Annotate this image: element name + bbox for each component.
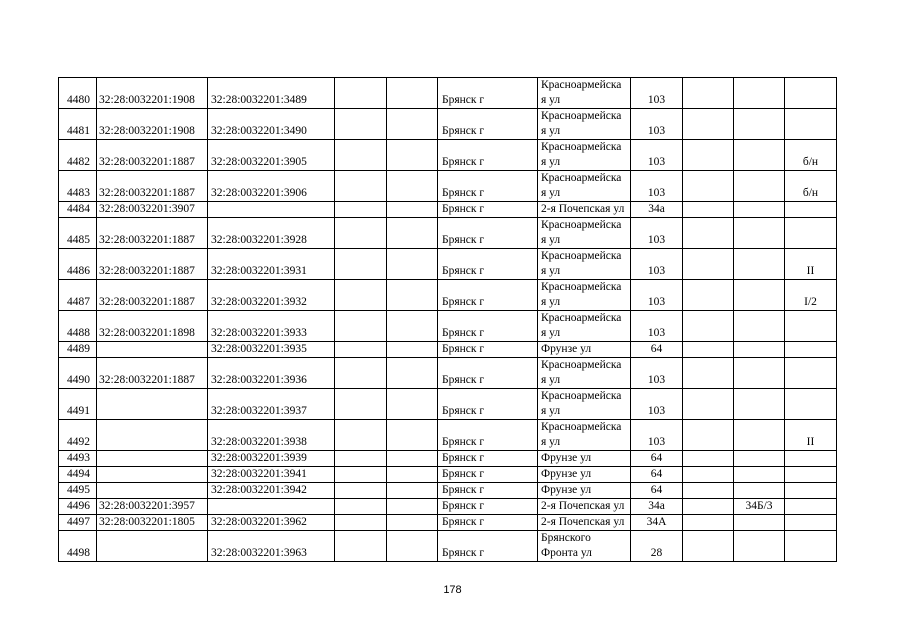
cadastral-number-cell xyxy=(97,389,208,420)
column-9-cell xyxy=(683,109,734,140)
table-row xyxy=(59,358,837,389)
row-number-cell: 4489 xyxy=(59,342,97,358)
column-4-cell xyxy=(335,311,387,342)
column-10-cell xyxy=(734,420,785,451)
row-number-cell: 4495 xyxy=(59,483,97,499)
street-cell: Красноармейска я ул xyxy=(538,249,631,280)
row-number-cell: 4491 xyxy=(59,389,97,420)
column-5-cell xyxy=(387,342,438,358)
city-cell: Брянск г xyxy=(438,202,538,218)
column-4-cell xyxy=(335,249,387,280)
column-4-cell xyxy=(335,171,387,202)
city-cell: Брянск г xyxy=(438,358,538,389)
cadastral-number-cell xyxy=(97,420,208,451)
column-5-cell xyxy=(387,140,438,171)
house-number-cell: 103 xyxy=(631,389,683,420)
column-10-cell xyxy=(734,218,785,249)
linked-cadastral-number-cell: 32:28:0032201:3931 xyxy=(208,249,335,280)
house-number-cell: 103 xyxy=(631,358,683,389)
table-row xyxy=(59,78,837,109)
linked-cadastral-number-cell: 32:28:0032201:3935 xyxy=(208,342,335,358)
column-4-cell xyxy=(335,467,387,483)
row-number-cell: 4487 xyxy=(59,280,97,311)
linked-cadastral-number-cell: 32:28:0032201:3941 xyxy=(208,467,335,483)
row-number-cell: 4492 xyxy=(59,420,97,451)
city-cell: Брянск г xyxy=(438,171,538,202)
row-number-cell: 4488 xyxy=(59,311,97,342)
column-11-cell xyxy=(785,78,837,109)
column-11-cell xyxy=(785,311,837,342)
column-5-cell xyxy=(387,531,438,562)
street-cell: Красноармейска я ул xyxy=(538,140,631,171)
column-10-cell xyxy=(734,358,785,389)
city-cell: Брянск г xyxy=(438,531,538,562)
row-number-cell: 4498 xyxy=(59,531,97,562)
table-row xyxy=(59,451,837,467)
linked-cadastral-number-cell: 32:28:0032201:3939 xyxy=(208,451,335,467)
city-cell: Брянск г xyxy=(438,280,538,311)
column-10-cell xyxy=(734,78,785,109)
column-10-cell xyxy=(734,109,785,140)
street-cell: Красноармейска я ул xyxy=(538,358,631,389)
register-table xyxy=(58,77,837,562)
column-11-cell xyxy=(785,499,837,515)
street-cell: Красноармейска я ул xyxy=(538,218,631,249)
table-row xyxy=(59,342,837,358)
column-9-cell xyxy=(683,483,734,499)
column-5-cell xyxy=(387,280,438,311)
table-row xyxy=(59,389,837,420)
cadastral-number-cell: 32:28:0032201:3907 xyxy=(97,202,208,218)
column-5-cell xyxy=(387,171,438,202)
cadastral-number-cell: 32:28:0032201:1887 xyxy=(97,218,208,249)
street-cell: Брянского Фронта ул xyxy=(538,531,631,562)
street-cell: Фрунзе ул xyxy=(538,451,631,467)
column-10-cell xyxy=(734,280,785,311)
house-number-cell: 103 xyxy=(631,420,683,451)
city-cell: Брянск г xyxy=(438,78,538,109)
column-5-cell xyxy=(387,499,438,515)
house-number-cell: 28 xyxy=(631,531,683,562)
column-9-cell xyxy=(683,420,734,451)
column-11-cell: II xyxy=(785,249,837,280)
table-row xyxy=(59,483,837,499)
column-11-cell xyxy=(785,342,837,358)
house-number-cell: 64 xyxy=(631,342,683,358)
column-9-cell xyxy=(683,171,734,202)
column-9-cell xyxy=(683,202,734,218)
city-cell: Брянск г xyxy=(438,218,538,249)
column-4-cell xyxy=(335,342,387,358)
column-9-cell xyxy=(683,78,734,109)
column-10-cell xyxy=(734,483,785,499)
column-5-cell xyxy=(387,467,438,483)
register-table-body xyxy=(59,78,837,562)
street-cell: Красноармейска я ул xyxy=(538,109,631,140)
column-9-cell xyxy=(683,249,734,280)
row-number-cell: 4482 xyxy=(59,140,97,171)
row-number-cell: 4480 xyxy=(59,78,97,109)
column-10-cell xyxy=(734,342,785,358)
house-number-cell: 34а xyxy=(631,499,683,515)
table-row xyxy=(59,202,837,218)
column-9-cell xyxy=(683,218,734,249)
row-number-cell: 4483 xyxy=(59,171,97,202)
column-11-cell xyxy=(785,515,837,531)
column-5-cell xyxy=(387,358,438,389)
column-5-cell xyxy=(387,483,438,499)
column-5-cell xyxy=(387,202,438,218)
city-cell: Брянск г xyxy=(438,420,538,451)
city-cell: Брянск г xyxy=(438,249,538,280)
column-4-cell xyxy=(335,280,387,311)
column-11-cell: б/н xyxy=(785,171,837,202)
column-9-cell xyxy=(683,531,734,562)
column-10-cell xyxy=(734,140,785,171)
cadastral-number-cell: 32:28:0032201:1887 xyxy=(97,140,208,171)
street-cell: Красноармейска я ул xyxy=(538,420,631,451)
city-cell: Брянск г xyxy=(438,483,538,499)
cadastral-number-cell: 32:28:0032201:1887 xyxy=(97,358,208,389)
house-number-cell: 103 xyxy=(631,280,683,311)
row-number-cell: 4497 xyxy=(59,515,97,531)
column-4-cell xyxy=(335,140,387,171)
column-9-cell xyxy=(683,467,734,483)
linked-cadastral-number-cell: 32:28:0032201:3489 xyxy=(208,78,335,109)
column-9-cell xyxy=(683,499,734,515)
street-cell: Фрунзе ул xyxy=(538,342,631,358)
column-4-cell xyxy=(335,451,387,467)
street-cell: 2-я Почепская ул xyxy=(538,499,631,515)
cadastral-number-cell: 32:28:0032201:1908 xyxy=(97,109,208,140)
column-10-cell xyxy=(734,249,785,280)
table-row xyxy=(59,109,837,140)
column-5-cell xyxy=(387,420,438,451)
column-11-cell xyxy=(785,531,837,562)
cadastral-number-cell: 32:28:0032201:3957 xyxy=(97,499,208,515)
column-11-cell: б/н xyxy=(785,140,837,171)
street-cell: 2-я Почепская ул xyxy=(538,202,631,218)
column-10-cell xyxy=(734,515,785,531)
column-10-cell xyxy=(734,451,785,467)
column-4-cell xyxy=(335,531,387,562)
house-number-cell: 64 xyxy=(631,483,683,499)
house-number-cell: 103 xyxy=(631,78,683,109)
column-10-cell xyxy=(734,531,785,562)
column-4-cell xyxy=(335,389,387,420)
column-5-cell xyxy=(387,451,438,467)
house-number-cell: 103 xyxy=(631,311,683,342)
table-row xyxy=(59,467,837,483)
column-9-cell xyxy=(683,451,734,467)
cadastral-number-cell: 32:28:0032201:1887 xyxy=(97,249,208,280)
city-cell: Брянск г xyxy=(438,140,538,171)
row-number-cell: 4496 xyxy=(59,499,97,515)
column-10-cell xyxy=(734,389,785,420)
street-cell: Красноармейска я ул xyxy=(538,311,631,342)
column-4-cell xyxy=(335,515,387,531)
row-number-cell: 4481 xyxy=(59,109,97,140)
column-5-cell xyxy=(387,78,438,109)
column-9-cell xyxy=(683,515,734,531)
table-row xyxy=(59,140,837,171)
house-number-cell: 64 xyxy=(631,467,683,483)
street-cell: Фрунзе ул xyxy=(538,467,631,483)
column-10-cell xyxy=(734,311,785,342)
cadastral-number-cell xyxy=(97,342,208,358)
table-row xyxy=(59,531,837,562)
table-row xyxy=(59,420,837,451)
column-11-cell xyxy=(785,218,837,249)
linked-cadastral-number-cell: 32:28:0032201:3933 xyxy=(208,311,335,342)
column-4-cell xyxy=(335,202,387,218)
cadastral-number-cell: 32:28:0032201:1805 xyxy=(97,515,208,531)
linked-cadastral-number-cell: 32:28:0032201:3928 xyxy=(208,218,335,249)
column-11-cell xyxy=(785,389,837,420)
house-number-cell: 103 xyxy=(631,140,683,171)
column-11-cell xyxy=(785,467,837,483)
cadastral-number-cell xyxy=(97,531,208,562)
column-9-cell xyxy=(683,280,734,311)
cadastral-number-cell: 32:28:0032201:1887 xyxy=(97,280,208,311)
column-5-cell xyxy=(387,389,438,420)
column-9-cell xyxy=(683,389,734,420)
linked-cadastral-number-cell: 32:28:0032201:3942 xyxy=(208,483,335,499)
cadastral-number-cell: 32:28:0032201:1908 xyxy=(97,78,208,109)
column-4-cell xyxy=(335,218,387,249)
column-11-cell xyxy=(785,358,837,389)
house-number-cell: 34а xyxy=(631,202,683,218)
column-5-cell xyxy=(387,249,438,280)
cadastral-number-cell xyxy=(97,483,208,499)
linked-cadastral-number-cell: 32:28:0032201:3962 xyxy=(208,515,335,531)
house-number-cell: 103 xyxy=(631,218,683,249)
column-11-cell xyxy=(785,483,837,499)
column-9-cell xyxy=(683,342,734,358)
city-cell: Брянск г xyxy=(438,499,538,515)
column-10-cell: 34Б/3 xyxy=(734,499,785,515)
column-10-cell xyxy=(734,467,785,483)
column-11-cell xyxy=(785,109,837,140)
house-number-cell: 64 xyxy=(631,451,683,467)
city-cell: Брянск г xyxy=(438,467,538,483)
page-number: 178 xyxy=(443,584,462,596)
linked-cadastral-number-cell: 32:28:0032201:3906 xyxy=(208,171,335,202)
linked-cadastral-number-cell: 32:28:0032201:3938 xyxy=(208,420,335,451)
column-4-cell xyxy=(335,109,387,140)
street-cell: 2-я Почепская ул xyxy=(538,515,631,531)
city-cell: Брянск г xyxy=(438,451,538,467)
column-11-cell: II xyxy=(785,420,837,451)
column-4-cell xyxy=(335,420,387,451)
column-5-cell xyxy=(387,109,438,140)
cadastral-number-cell xyxy=(97,467,208,483)
street-cell: Красноармейска я ул xyxy=(538,389,631,420)
row-number-cell: 4493 xyxy=(59,451,97,467)
row-number-cell: 4484 xyxy=(59,202,97,218)
linked-cadastral-number-cell xyxy=(208,202,335,218)
row-number-cell: 4485 xyxy=(59,218,97,249)
linked-cadastral-number-cell: 32:28:0032201:3932 xyxy=(208,280,335,311)
table-row xyxy=(59,499,837,515)
city-cell: Брянск г xyxy=(438,311,538,342)
table-row xyxy=(59,218,837,249)
linked-cadastral-number-cell: 32:28:0032201:3936 xyxy=(208,358,335,389)
row-number-cell: 4494 xyxy=(59,467,97,483)
column-5-cell xyxy=(387,218,438,249)
row-number-cell: 4486 xyxy=(59,249,97,280)
column-11-cell xyxy=(785,451,837,467)
column-4-cell xyxy=(335,78,387,109)
column-11-cell xyxy=(785,202,837,218)
street-cell: Красноармейска я ул xyxy=(538,280,631,311)
city-cell: Брянск г xyxy=(438,109,538,140)
column-4-cell xyxy=(335,358,387,389)
house-number-cell: 34А xyxy=(631,515,683,531)
column-4-cell xyxy=(335,483,387,499)
column-4-cell xyxy=(335,499,387,515)
table-row xyxy=(59,515,837,531)
city-cell: Брянск г xyxy=(438,515,538,531)
city-cell: Брянск г xyxy=(438,342,538,358)
linked-cadastral-number-cell: 32:28:0032201:3490 xyxy=(208,109,335,140)
cadastral-number-cell xyxy=(97,451,208,467)
house-number-cell: 103 xyxy=(631,171,683,202)
table-row xyxy=(59,311,837,342)
linked-cadastral-number-cell xyxy=(208,499,335,515)
linked-cadastral-number-cell: 32:28:0032201:3963 xyxy=(208,531,335,562)
house-number-cell: 103 xyxy=(631,249,683,280)
linked-cadastral-number-cell: 32:28:0032201:3905 xyxy=(208,140,335,171)
column-11-cell: I/2 xyxy=(785,280,837,311)
column-10-cell xyxy=(734,202,785,218)
column-5-cell xyxy=(387,515,438,531)
table-row xyxy=(59,171,837,202)
street-cell: Красноармейска я ул xyxy=(538,78,631,109)
house-number-cell: 103 xyxy=(631,109,683,140)
city-cell: Брянск г xyxy=(438,389,538,420)
column-9-cell xyxy=(683,358,734,389)
table-row xyxy=(59,249,837,280)
street-cell: Красноармейска я ул xyxy=(538,171,631,202)
column-9-cell xyxy=(683,140,734,171)
cadastral-number-cell: 32:28:0032201:1887 xyxy=(97,171,208,202)
column-5-cell xyxy=(387,311,438,342)
column-9-cell xyxy=(683,311,734,342)
table-row xyxy=(59,280,837,311)
cadastral-number-cell: 32:28:0032201:1898 xyxy=(97,311,208,342)
linked-cadastral-number-cell: 32:28:0032201:3937 xyxy=(208,389,335,420)
street-cell: Фрунзе ул xyxy=(538,483,631,499)
column-10-cell xyxy=(734,171,785,202)
row-number-cell: 4490 xyxy=(59,358,97,389)
